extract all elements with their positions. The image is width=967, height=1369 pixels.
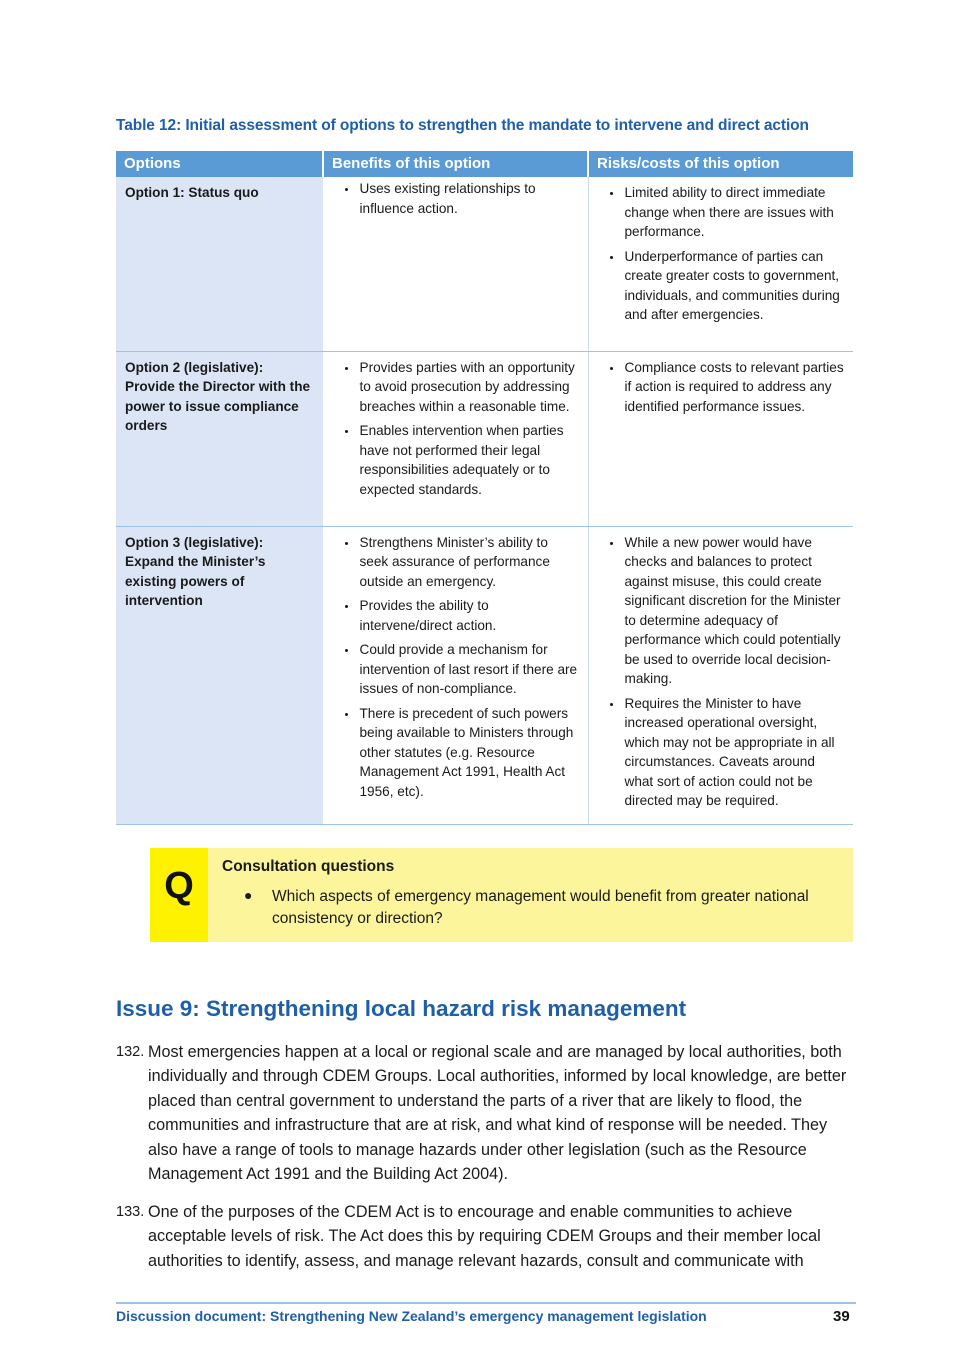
bullet-icon: ● — [244, 887, 253, 903]
table-row — [116, 526, 853, 824]
option-name: Option 2 (legislative): Provide the Director with the power to issue compliance orders — [116, 351, 323, 526]
footer-divider — [116, 1302, 856, 1304]
options-table — [116, 151, 853, 825]
question-text: Which aspects of emergency management would benefit from greater national consistency or direction? — [272, 888, 809, 927]
list-item: • Requires the Minister to have increased operational oversight, which may not be appropriate in all circumstances. Caveats around what sort of action could not be directed may be required. — [623, 694, 846, 811]
footer-title: Discussion document: Strengthening New Zealand’s emergency management legislation — [116, 1308, 707, 1324]
consultation-title: Consultation questions — [222, 858, 395, 875]
benefits-list — [332, 179, 580, 218]
list-item: • Strengthens Minister’s ability to seek assurance of performance outside an emergency. — [358, 533, 580, 592]
list-item: • Uses existing relationships to influence action. — [358, 179, 580, 218]
risks-cell — [588, 351, 853, 526]
issue-heading: Issue 9: Strengthening local hazard risk management — [116, 996, 687, 1021]
risks-cell — [588, 526, 853, 824]
header-options: Options — [116, 151, 323, 177]
benefits-list — [332, 358, 580, 500]
list-item: • While a new power would have checks and balances to protect against misuse, this could create significant discretion for the Minister to determine adequacy of performance which could potentially be used to override local decision-making. — [623, 533, 846, 689]
benefits-cell — [323, 526, 588, 824]
risks-list — [597, 358, 846, 417]
paragraph-text: Most emergencies happen at a local or regional scale and are managed by local authorities, both individually and through CDEM Groups. Local authorities, informed by local knowledge, are better placed than central government to understand the parts of a river that are likely to flood, the communities and infrastructure that are at risk, and what kind of response will be needed. They also have a range of tools to manage hazards under other legislation (such as the Resource Management Act 1991 and the Building Act 2004). — [148, 1043, 847, 1184]
consultation-box — [150, 848, 853, 942]
risks-list — [597, 533, 846, 811]
list-item: • Could provide a mechanism for intervention of last resort if there are issues of non-compliance. — [358, 640, 580, 699]
table-caption: Table 12: Initial assessment of options to strengthen the mandate to intervene and direct action — [116, 117, 809, 134]
table-row — [116, 351, 853, 526]
benefits-cell — [323, 177, 588, 351]
list-item: • Enables intervention when parties have not performed their legal responsibilities adequately or to expected standards. — [358, 421, 580, 499]
paragraph-132 — [116, 1040, 856, 1186]
risks-cell — [588, 177, 853, 351]
paragraph-number: 132. — [116, 1044, 145, 1060]
paragraph-text: One of the purposes of the CDEM Act is to encourage and enable communities to achieve acceptable levels of risk. The Act does this by requiring CDEM Groups and their member local authorities to identify, assess, and manage relevant hazards, consult and communicate with — [148, 1203, 821, 1270]
list-item: • Provides the ability to intervene/direct action. — [358, 596, 580, 635]
benefits-list — [332, 533, 580, 802]
list-item: • Compliance costs to relevant parties if action is required to address any identified performance issues. — [623, 358, 846, 417]
list-item: • Underperformance of parties can create greater costs to government, individuals, and communities during and after emergencies. — [623, 247, 846, 325]
question-icon: Q — [150, 848, 208, 942]
header-risks: Risks/costs of this option — [588, 151, 853, 177]
benefits-cell — [323, 351, 588, 526]
list-item: • Provides parties with an opportunity to avoid prosecution by addressing breaches within a reasonable time. — [358, 358, 580, 417]
page-number: 39 — [833, 1308, 850, 1325]
option-name: Option 3 (legislative): Expand the Minister’s existing powers of intervention — [116, 526, 323, 824]
option-name: Option 1: Status quo — [116, 177, 323, 351]
risks-list — [597, 183, 846, 325]
list-item: • Limited ability to direct immediate change when there are issues with performance. — [623, 183, 846, 242]
table-header-row — [116, 151, 853, 177]
consultation-question — [272, 886, 842, 930]
paragraph-number: 133. — [116, 1204, 145, 1220]
list-item: • There is precedent of such powers being available to Ministers through other statutes (e.g. Resource Management Act 1991, Health Act 1956, etc). — [358, 704, 580, 802]
table-row — [116, 177, 853, 351]
paragraph-133 — [116, 1200, 856, 1273]
header-benefits: Benefits of this option — [323, 151, 588, 177]
